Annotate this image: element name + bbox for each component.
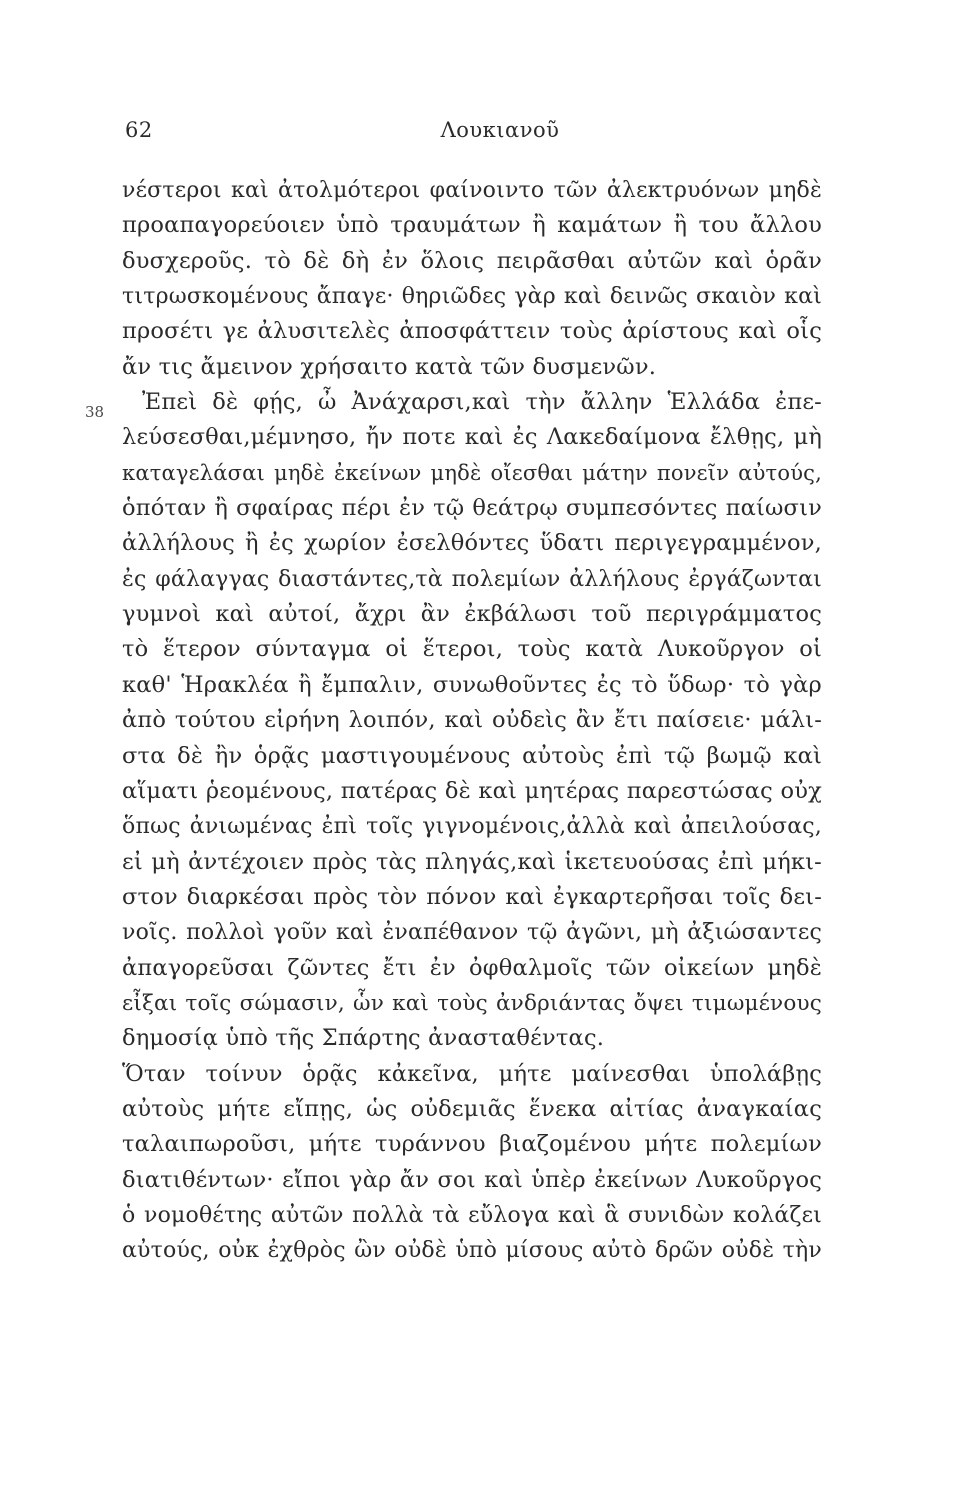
body-text: [122, 173, 822, 1269]
text-line: προσέτι γε ἀλυσιτελὲς ἀποσφάττειν τοὺς ἀρίστους καὶ οἷς: [122, 318, 822, 345]
text-line: ἐς φάλαγγας διαστάντες,τὰ πολεμίων ἀλλήλους ἐργάζωνται: [122, 566, 822, 592]
text-line: στον διαρκέσαι πρὸς τὸν πόνον καὶ ἐγκαρτερῆσαι τοῖς δει-: [122, 883, 822, 910]
text-line: ἄν τις ἄμεινον χρήσαιτο κατὰ τῶν δυσμενῶν.: [122, 353, 657, 380]
text-line: γυμνοὶ καὶ αὐτοί, ἄχρι ἂν ἐκβάλωσι τοῦ περιγράμματος: [122, 601, 822, 628]
text-line: ὁπόταν ἢ σφαίρας πέρι ἐν τῷ θεάτρῳ συμπεσόντες παίωσιν: [122, 495, 822, 522]
text-line: νέστεροι καὶ ἀτολμότεροι φαίνοιντο τῶν ἀλεκτρυόνων μηδὲ: [122, 178, 822, 203]
text-line: καθ' Ἡρακλέα ἢ ἔμπαλιν, συνωθοῦντες ἐς τὸ ὕδωρ· τὸ γὰρ: [122, 671, 822, 698]
text-line: τιτρωσκομένους ἄπαγε· θηριῶδες γὰρ καὶ δεινῶς σκαιὸν καὶ: [122, 284, 822, 310]
text-line: ἀλλήλους ἢ ἐς χωρίον ἐσελθόντες ὕδατι περιγεγραμμένον,: [122, 530, 822, 557]
text-line: δημοσίᾳ ὑπὸ τῆς Σπάρτης ἀνασταθέντας.: [122, 1025, 605, 1052]
page-number: 62: [125, 118, 153, 142]
text-line: λεύσεσθαι,μέμνησο, ἤν ποτε καὶ ἐς Λακεδαίμονα ἔλθῃς, μὴ: [122, 424, 822, 451]
page-header: [0, 118, 954, 148]
text-line: στα δὲ ἢν ὁρᾷς μαστιγουμένους αὐτοὺς ἐπὶ τῷ βωμῷ καὶ: [122, 742, 822, 769]
text-line: ἀπαγορεῦσαι ζῶντες ἔτι ἐν ὀφθαλμοῖς τῶν οἰκείων μηδὲ: [122, 954, 822, 981]
running-title: Λουκιανοῦ: [440, 118, 560, 142]
section-number-marker: 38: [85, 403, 105, 421]
text-line: αἵματι ῥεομένους, πατέρας δὲ καὶ μητέρας παρεστώσας οὐχ: [122, 777, 822, 804]
text-line: Ὅταν τοίνυν ὁρᾷς κἀκεῖνα, μήτε μαίνεσθαι ὑπολάβῃς: [122, 1060, 822, 1087]
text-line: εἰ μὴ ἀντέχοιεν πρὸς τὰς πληγάς,καὶ ἱκετευούσας ἐπὶ μήκι-: [122, 848, 822, 875]
text-line: καταγελάσαι μηδὲ ἐκείνων μηδὲ οἴεσθαι μάτην πονεῖν αὐτούς,: [122, 460, 822, 485]
text-line: ταλαιπωροῦσι, μήτε τυράννου βιαζομένου μήτε πολεμίων: [122, 1131, 822, 1158]
text-line: εἶξαι τοῖς σώμασιν, ὧν καὶ τοὺς ἀνδριάντας ὄψει τιμωμένους: [122, 990, 822, 1016]
text-line: τὸ ἕτερον σύνταγμα οἱ ἕτεροι, τοὺς κατὰ Λυκοῦργον οἱ: [122, 636, 822, 663]
text-line: ὁ νομοθέτης αὐτῶν πολλὰ τὰ εὔλογα καὶ ἃ συνιδὼν κολάζει: [122, 1202, 822, 1228]
text-line: ἀπὸ τούτου εἰρήνη λοιπόν, καὶ οὐδεὶς ἂν ἔτι παίσειε· μάλι-: [122, 707, 822, 734]
text-line: προαπαγορεύοιεν ὑπὸ τραυμάτων ἢ καμάτων ἢ του ἄλλου: [122, 212, 822, 239]
text-line: Ἐπεὶ δὲ φῄς, ὦ Ἀνάχαρσι,καὶ τὴν ἄλλην Ἑλλάδα ἐπε-: [142, 389, 822, 416]
text-line: διατιθέντων· εἴποι γὰρ ἄν σοι καὶ ὑπὲρ ἐκείνων Λυκοῦργος: [122, 1166, 822, 1193]
text-line: δυσχεροῦς. τὸ δὲ δὴ ἐν ὅλοις πειρᾶσθαι αὐτῶν καὶ ὁρᾶν: [122, 247, 822, 274]
text-line: νοῖς. πολλοὶ γοῦν καὶ ἐναπέθανον τῷ ἀγῶνι, μὴ ἀξιώσαντες: [122, 920, 822, 946]
text-line: αὐτοὺς μήτε εἴπῃς, ὡς οὐδεμιᾶς ἕνεκα αἰτίας ἀναγκαίας: [122, 1095, 822, 1122]
text-line: αὐτούς, οὐκ ἐχθρὸς ὢν οὐδὲ ὑπὸ μίσους αὐτὸ δρῶν οὐδὲ τὴν: [122, 1238, 822, 1264]
text-line: ὅπως ἀνιωμένας ἐπὶ τοῖς γιγνομένοις,ἀλλὰ καὶ ἀπειλούσας,: [122, 814, 822, 840]
